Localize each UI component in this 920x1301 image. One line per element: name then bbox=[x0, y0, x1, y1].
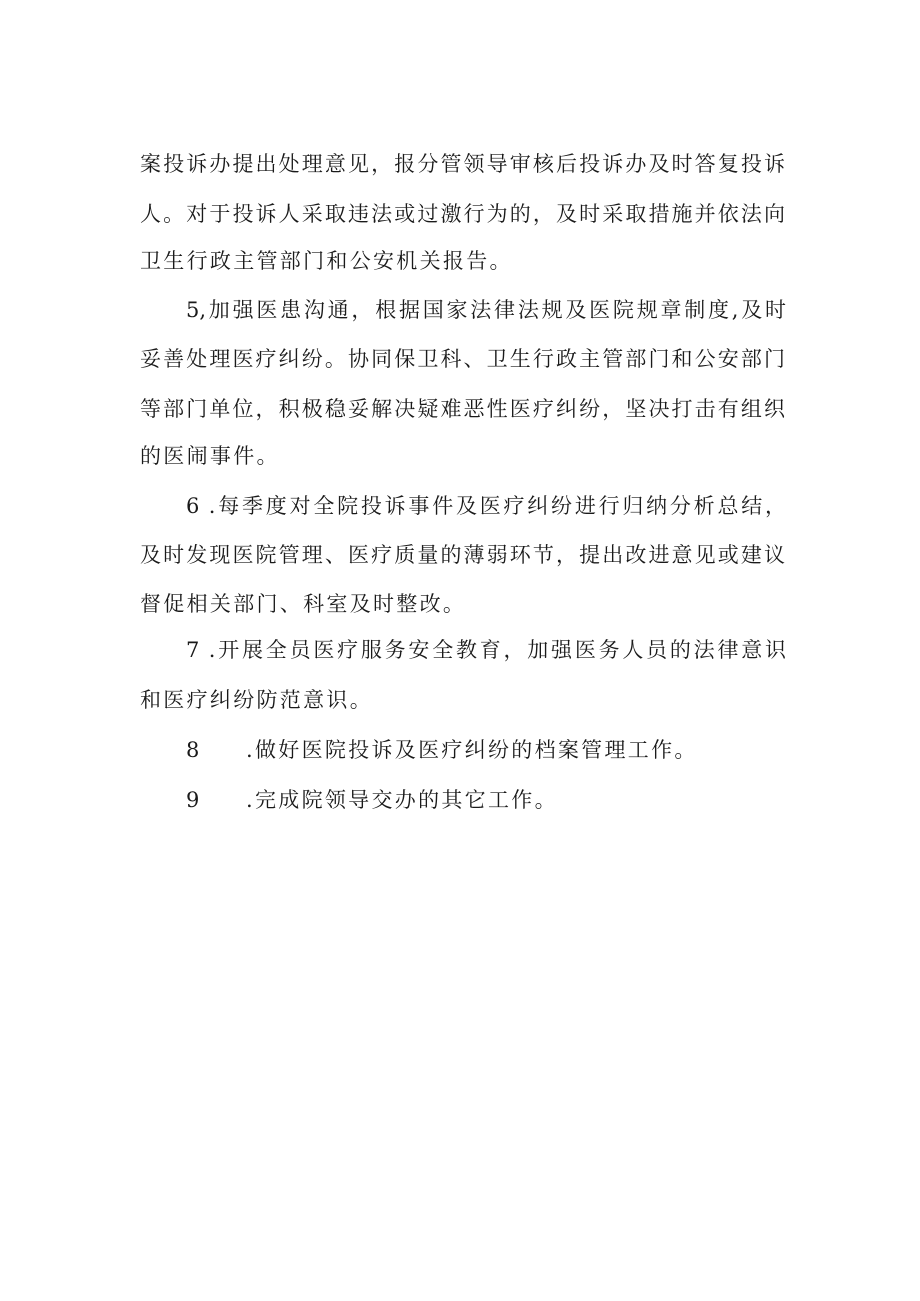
paragraph-6-line-3: 督促相关部门、科室及时整改。 bbox=[140, 592, 467, 616]
paragraph-6-line-1: 6 .每季度对全院投诉事件及医疗纠纷进行归纳分析总结， bbox=[186, 494, 786, 518]
paragraph-continuation-line-2: 人。对于投诉人采取违法或过激行为的，及时采取措施并依法向 bbox=[140, 202, 785, 226]
paragraph-continuation-line-1: 案投诉办提出处理意见，报分管领导审核后投诉办及时答复投诉 bbox=[140, 152, 785, 176]
paragraph-5-line-4: 的医闹事件。 bbox=[140, 444, 280, 468]
paragraph-5-line-2: 妥善处理医疗纠纷。协同保卫科、卫生行政主管部门和公安部门 bbox=[140, 347, 785, 371]
paragraph-9-number: 9 bbox=[186, 788, 202, 812]
paragraph-5-line-3: 等部门单位，积极稳妥解决疑难恶性医疗纠纷，坚决打击有组织 bbox=[140, 397, 785, 421]
paragraph-7-line-1: 7 .开展全员医疗服务安全教育，加强医务人员的法律意识 bbox=[186, 638, 786, 662]
paragraph-5-line-1: 5,加强医患沟通，根据国家法律法规及医院规章制度,及时 bbox=[186, 298, 786, 322]
paragraph-continuation-line-3: 卫生行政主管部门和公安机关报告。 bbox=[140, 249, 513, 273]
paragraph-7-line-2: 和医疗纠纷防范意识。 bbox=[140, 688, 373, 712]
paragraph-8-number: 8 bbox=[186, 738, 202, 762]
paragraph-8-text: .做好医院投诉及医疗纠纷的档案管理工作。 bbox=[246, 738, 698, 762]
paragraph-6-line-2: 及时发现医院管理、医疗质量的薄弱环节，提出改进意见或建议 bbox=[140, 543, 785, 567]
paragraph-9-text: .完成院领导交办的其它工作。 bbox=[246, 788, 558, 812]
paragraph-9 bbox=[186, 786, 786, 814]
paragraph-8 bbox=[186, 736, 786, 764]
